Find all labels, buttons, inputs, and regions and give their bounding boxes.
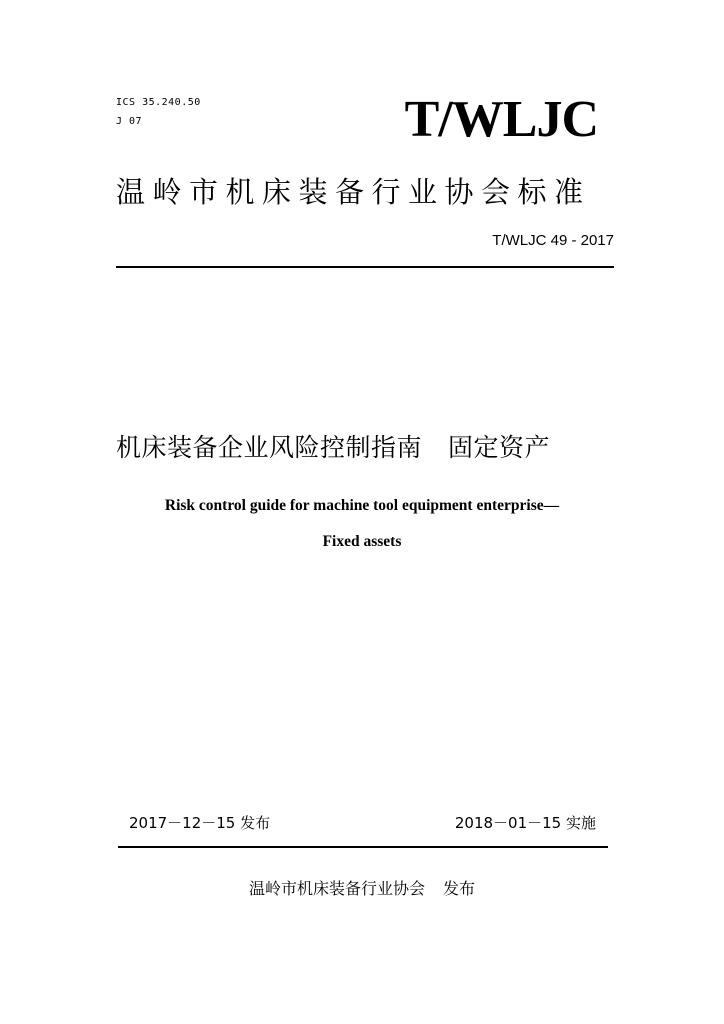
- english-title-line-2: Fixed assets: [322, 533, 402, 550]
- chinese-title-main: 机床装备企业风险控制指南: [116, 433, 423, 462]
- english-title-line-1: Risk control guide for machine tool equipment enterprise—: [164, 497, 560, 514]
- standard-number: T/WLJC 49 - 2017: [492, 232, 614, 249]
- ics-code: ICS 35.240.50: [116, 97, 201, 108]
- issue-date: 2017－12－15 发布: [129, 814, 271, 832]
- top-divider: [116, 266, 614, 268]
- bottom-divider: [118, 846, 608, 848]
- organization-code: T/WLJC: [404, 91, 598, 148]
- chinese-title-sub: 固定资产: [448, 433, 551, 462]
- publisher-name: 温岭市机床装备行业协会: [248, 879, 425, 898]
- standard-category-title: 温岭市机床装备行业协会标准: [116, 175, 591, 209]
- ccs-code: J 07: [116, 116, 143, 127]
- implementation-date: 2018－01－15 实施: [454, 814, 596, 832]
- publish-action: 发布: [443, 879, 476, 898]
- chinese-title: [116, 432, 550, 464]
- publisher-line: [0, 876, 724, 899]
